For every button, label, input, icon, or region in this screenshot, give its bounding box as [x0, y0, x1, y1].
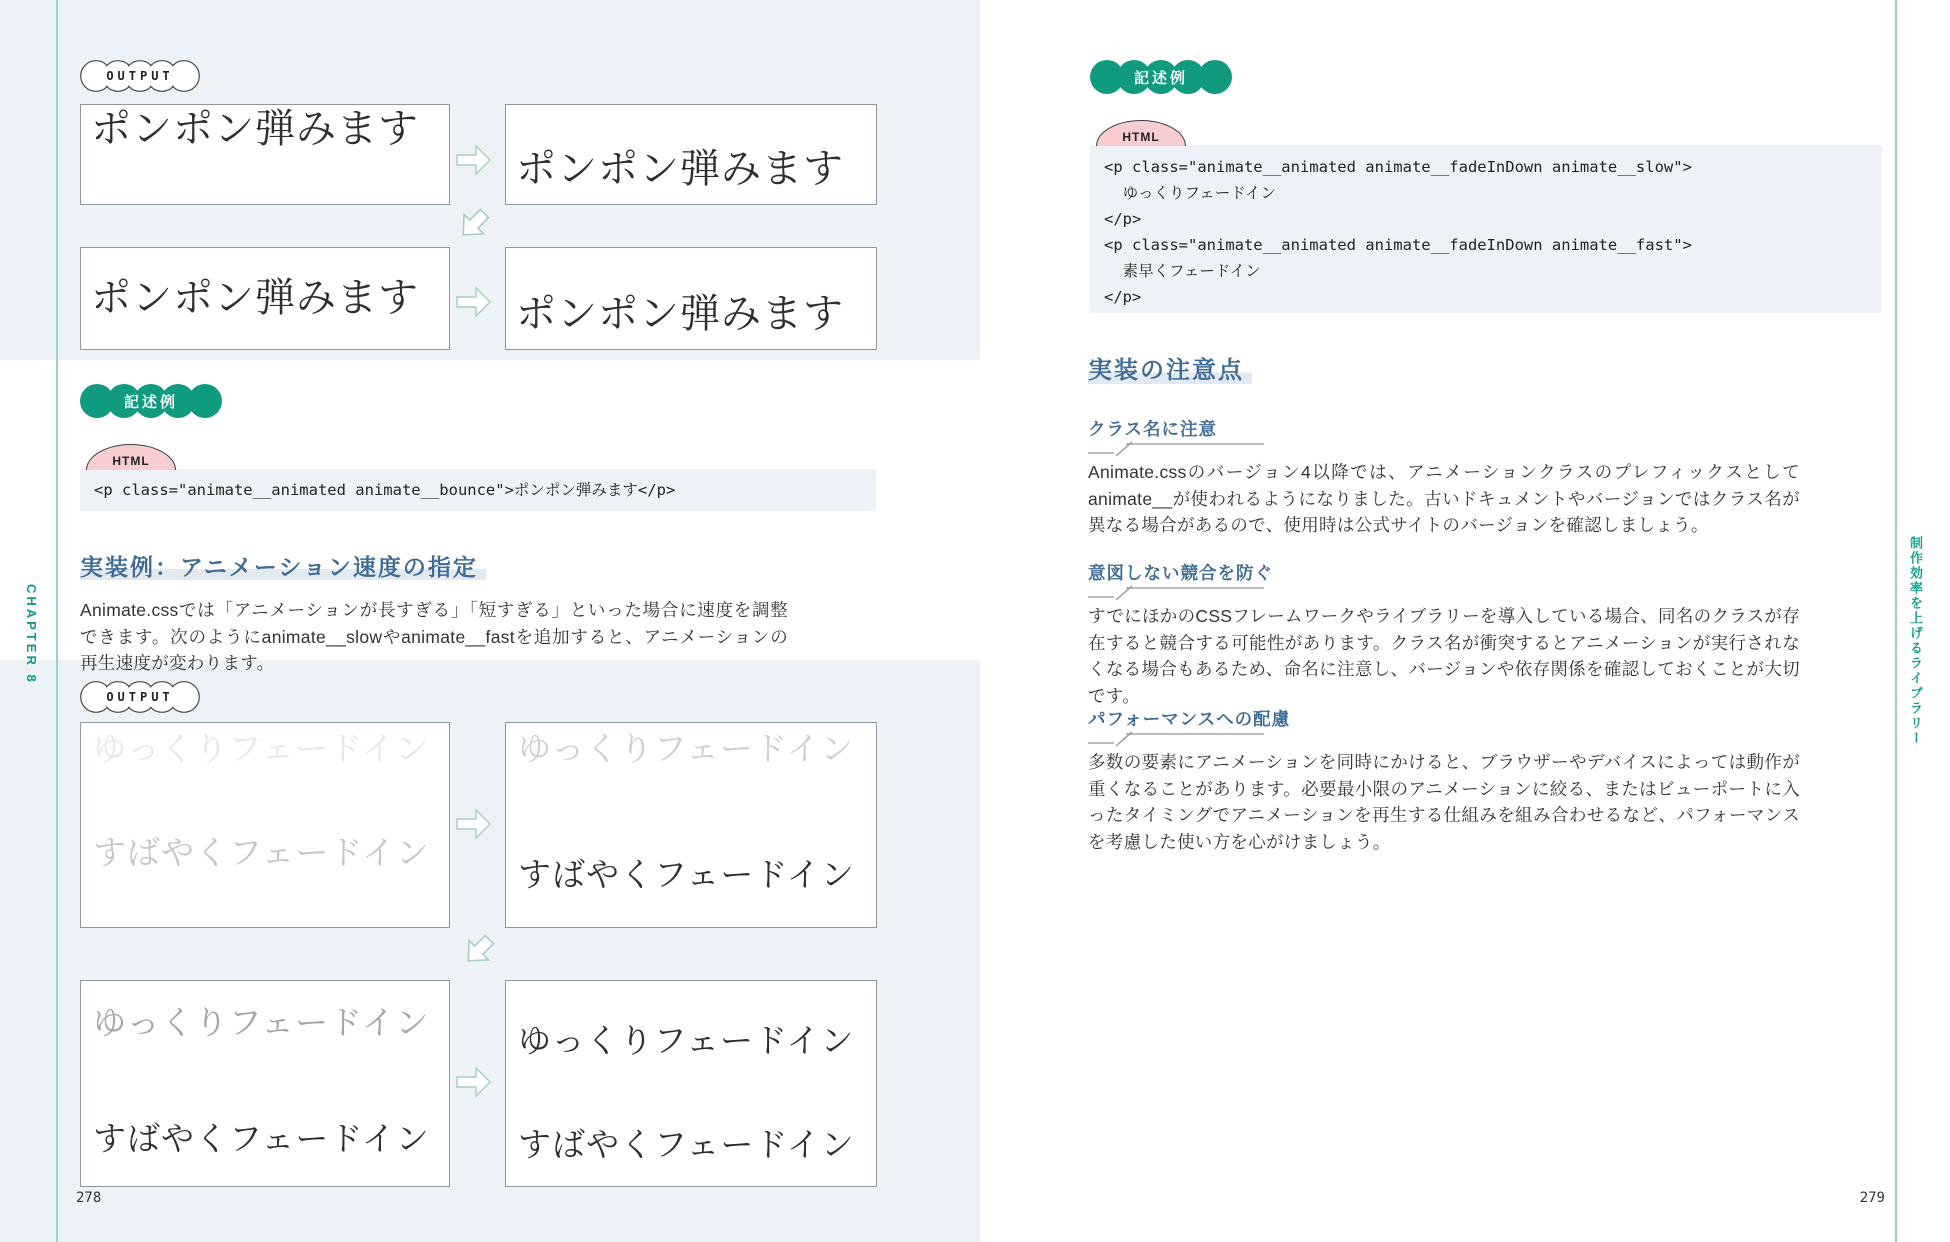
fade-fast-text: すばやくフェードイン [93, 834, 430, 871]
fade-demo-box-1 [80, 722, 450, 928]
html-lang-tab: HTML [1096, 120, 1186, 146]
fade-fast-text: すばやくフェードイン [93, 1120, 430, 1157]
bounce-demo-box-4 [505, 247, 877, 350]
left-edge-rule [56, 0, 58, 1242]
speed-section-paragraph: Animate.cssでは「アニメーションが長すぎる」「短すぎる」といった場合に速度を調整できます。次のようにanimate__slowやanimate__fastを追加すると、アニメーションの再生速度が変わります。 [80, 600, 788, 673]
fade-slow-text: ゆっくりフェードイン [518, 730, 855, 767]
code-line: </p> [1104, 288, 1142, 306]
heading-text: 実装例：アニメーション速度の指定 [80, 554, 486, 580]
right-edge-rule [1895, 0, 1897, 1242]
arrow-right-icon [455, 144, 493, 176]
chapter-tab: CHAPTER 8 [24, 584, 39, 685]
section-side-tab: 制作効率を上げるライブラリー [1908, 536, 1923, 746]
output-badge [80, 60, 200, 92]
fade-demo-box-3 [80, 980, 450, 1187]
note-title-performance: パフォーマンスへの配慮 [1088, 709, 1291, 729]
arrow-right-icon [455, 808, 493, 840]
note-body-conflict: すでにほかのCSSフレームワークやライブラリーを導入している場合、同名のクラスが存在すると競合する可能性があります。クラス名が衝突するとアニメーションが実行されなくなる場合もあるため、命名に注意し、バージョンや依存関係を確認しておくことが大切です。 [1088, 606, 1800, 706]
fade-demo-box-2 [505, 722, 877, 928]
example-badge-label: 記述例 [123, 393, 178, 411]
page-number-right: 279 [1859, 1190, 1885, 1206]
output-badge-label: OUTPUT [106, 69, 174, 83]
output-badge-label: OUTPUT [106, 690, 174, 704]
bounce-demo-box-2 [505, 104, 877, 205]
example-badge-label: 記述例 [1133, 69, 1188, 87]
bounce-demo-box-3 [80, 247, 450, 350]
subheading-rule-icon [1088, 441, 1266, 457]
code-block-speed [1090, 145, 1882, 313]
note-body-classname: Animate.cssのバージョン4以降では、アニメーションクラスのプレフィックスとしてanimate__が使われるようになりました。古いドキュメントやバージョンではクラス名が異なる場合があるので、使用時は公式サイトのバージョンを確認しましょう。 [1088, 462, 1800, 535]
bounce-demo-box-1 [80, 104, 450, 205]
code-line: ゆっくりフェードイン [1104, 184, 1276, 202]
arrow-right-icon [455, 1066, 493, 1098]
arrow-down-left-icon [455, 928, 501, 974]
heading-text: 実装の注意点 [1088, 357, 1252, 384]
fade-slow-text: ゆっくりフェードイン [93, 730, 430, 767]
html-lang-tab: HTML [86, 444, 176, 470]
fade-fast-text: すばやくフェードイン [518, 1126, 855, 1163]
example-badge [80, 384, 222, 418]
section-heading-speed [80, 549, 486, 582]
fade-demo-box-4 [505, 980, 877, 1187]
note-title-conflict: 意図しない競合を防ぐ [1088, 563, 1273, 583]
example-badge [1090, 60, 1232, 94]
bounce-demo-text: ポンポン弾みます [91, 276, 419, 320]
bounce-demo-text: ポンポン弾みます [516, 292, 844, 336]
fade-fast-text: すばやくフェードイン [518, 856, 855, 893]
code-line: <p class="animate__animated animate__fadeInDown animate__fast"> [1104, 236, 1692, 254]
code-line: <p class="animate__animated animate__bounce">ポンポン弾みます</p> [94, 481, 676, 499]
subheading-rule-icon [1088, 585, 1266, 601]
bounce-demo-text: ポンポン弾みます [91, 107, 419, 151]
fade-slow-text: ゆっくりフェードイン [518, 1022, 855, 1059]
section-heading-notes [1088, 350, 1252, 385]
code-line: </p> [1104, 210, 1142, 228]
fade-slow-text: ゆっくりフェードイン [93, 1004, 430, 1041]
subheading-rule-icon [1088, 731, 1266, 747]
code-line: <p class="animate__animated animate__fadeInDown animate__slow"> [1104, 158, 1692, 176]
bounce-demo-text: ポンポン弾みます [516, 147, 844, 191]
output-badge [80, 681, 200, 713]
arrow-down-left-icon [450, 202, 496, 248]
code-line: 素早くフェードイン [1104, 262, 1261, 280]
arrow-right-icon [455, 286, 493, 318]
page-number-left: 278 [76, 1190, 102, 1206]
note-title-classname: クラス名に注意 [1088, 419, 1217, 439]
note-body-performance: 多数の要素にアニメーションを同時にかけると、ブラウザーやデバイスによっては動作が重くなることがあります。必要最小限のアニメーションに絞る、またはビューポートに入ったタイミングでアニメーションを再生する仕組みを組み合わせるなど、パフォーマンスを考慮した使い方を心がけましょう。 [1088, 752, 1800, 852]
code-block-bounce [80, 469, 876, 511]
